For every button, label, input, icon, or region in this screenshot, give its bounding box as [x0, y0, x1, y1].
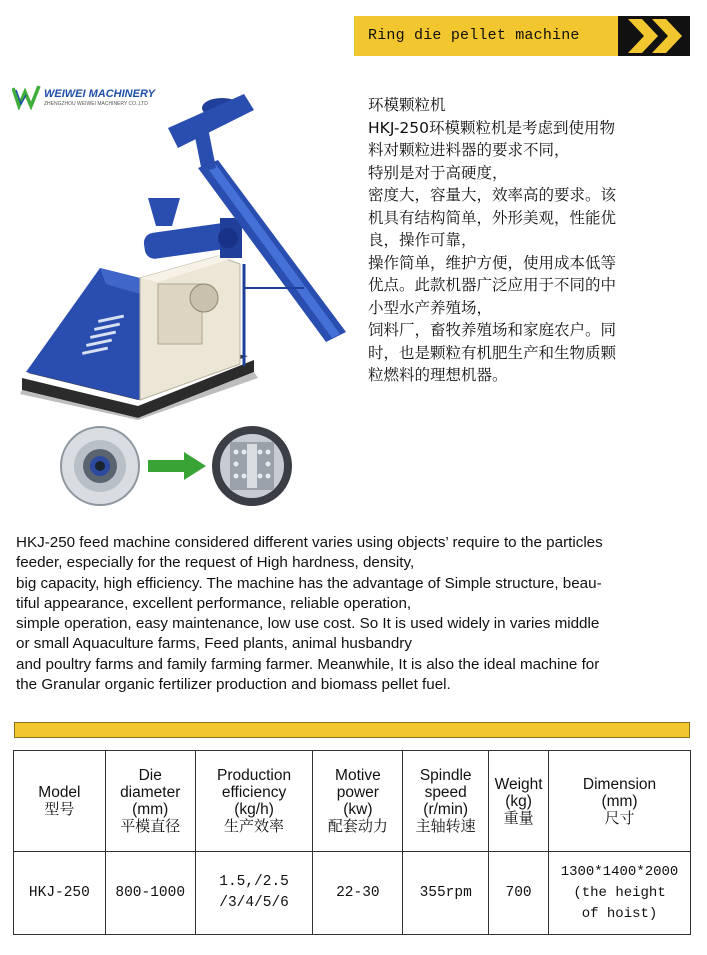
en-line: feeder, especially for the request of High hardness, density, — [16, 554, 415, 572]
cn-line: 密度大，容量大，效率高的要求。该 — [368, 186, 617, 204]
en-line: HKJ-250 feed machine considered different varies using objects’ require to the particles — [16, 534, 603, 551]
en-line: or small Aquaculture farms, Feed plants, animal husbandry — [16, 635, 412, 653]
pellet-machine-image — [8, 88, 353, 420]
cn-line: 机具有结构简单，外形美观，性能优 — [368, 208, 617, 227]
english-description — [16, 533, 696, 695]
header-die-diameter: Die diameter (mm) 平模直径 — [105, 751, 195, 852]
cell-efficiency: 1.5,/2.5 /3/4/5/6 — [195, 852, 313, 935]
en-line: simple operation, easy maintenance, low use cost. So It is used widely in varies middle — [16, 615, 600, 633]
ring-die-thumbnails — [60, 422, 300, 510]
cn-line: 环模颗粒机 — [368, 96, 446, 114]
cn-line: 粒燃料的理想机器。 — [368, 366, 508, 384]
en-line: tiful appearance, excellent performance, reliable operation, — [16, 594, 412, 612]
cn-line: 良，操作可靠， — [368, 231, 477, 249]
arrow-right-icon — [148, 452, 206, 480]
banner-title: Ring die pellet machine — [368, 27, 580, 44]
cell-speed: 355rpm — [403, 852, 489, 935]
en-line: big capacity, high efficiency. The machine has the advantage of Simple structure, beau- — [16, 574, 602, 592]
en-line: and poultry farms and family farming farmer. Meanwhile, It is also the ideal machine for — [16, 655, 600, 673]
cell-power: 22-30 — [313, 852, 403, 935]
table-header-row — [14, 751, 691, 852]
title-banner — [354, 16, 690, 56]
header-dimension: Dimension (mm) 尺寸 — [549, 751, 691, 852]
cell-die-diameter: 800-1000 — [105, 852, 195, 935]
cell-model: HKJ-250 — [14, 852, 106, 935]
header-efficiency: Production efficiency (kg/h) 生产效率 — [195, 751, 313, 852]
cn-line: 操作简单，维护方便，使用成本低等 — [368, 253, 617, 272]
header-spindle-speed: Spindle speed (r/min) 主轴转速 — [403, 751, 489, 852]
cn-line: 优点。此款机器广泛应用于不同的中 — [368, 276, 617, 294]
table-row — [14, 852, 691, 935]
cn-line: 特别是对于高硬度， — [368, 163, 508, 182]
header-power: Motive power (kw) 配套动力 — [313, 751, 403, 852]
cn-line: 饲料厂，畜牧养殖场和家庭农户。同 — [368, 321, 617, 339]
ring-die-inside-image — [212, 426, 292, 506]
header-model: Model 型号 — [14, 751, 106, 852]
cn-line: HKJ-250环模颗粒机是考虑到使用物 — [368, 118, 616, 137]
spec-table — [13, 750, 691, 935]
cn-line: 小型水产养殖场， — [368, 298, 493, 317]
chinese-description — [368, 94, 698, 387]
en-line: the Granular organic fertilizer production and biomass pellet fuel. — [16, 676, 451, 694]
header-weight: Weight (kg) 重量 — [489, 751, 549, 852]
section-divider — [14, 722, 690, 738]
cn-line: 时，也是颗粒有机肥生产和生物质颗 — [368, 343, 617, 362]
ring-die-front-image — [61, 427, 139, 505]
double-chevron-icon — [618, 16, 690, 56]
cn-line: 料对颗粒进料器的要求不同， — [368, 141, 570, 159]
logo-subtitle: ZHENGZHOU WEIWEI MACHINERY CO.,LTD — [44, 101, 148, 107]
cell-weight: 700 — [489, 852, 549, 935]
logo-brand: WEIWEI MACHINERY — [44, 88, 156, 100]
cell-dimension: 1300*1400*2000 (the height of hoist) — [549, 852, 691, 935]
